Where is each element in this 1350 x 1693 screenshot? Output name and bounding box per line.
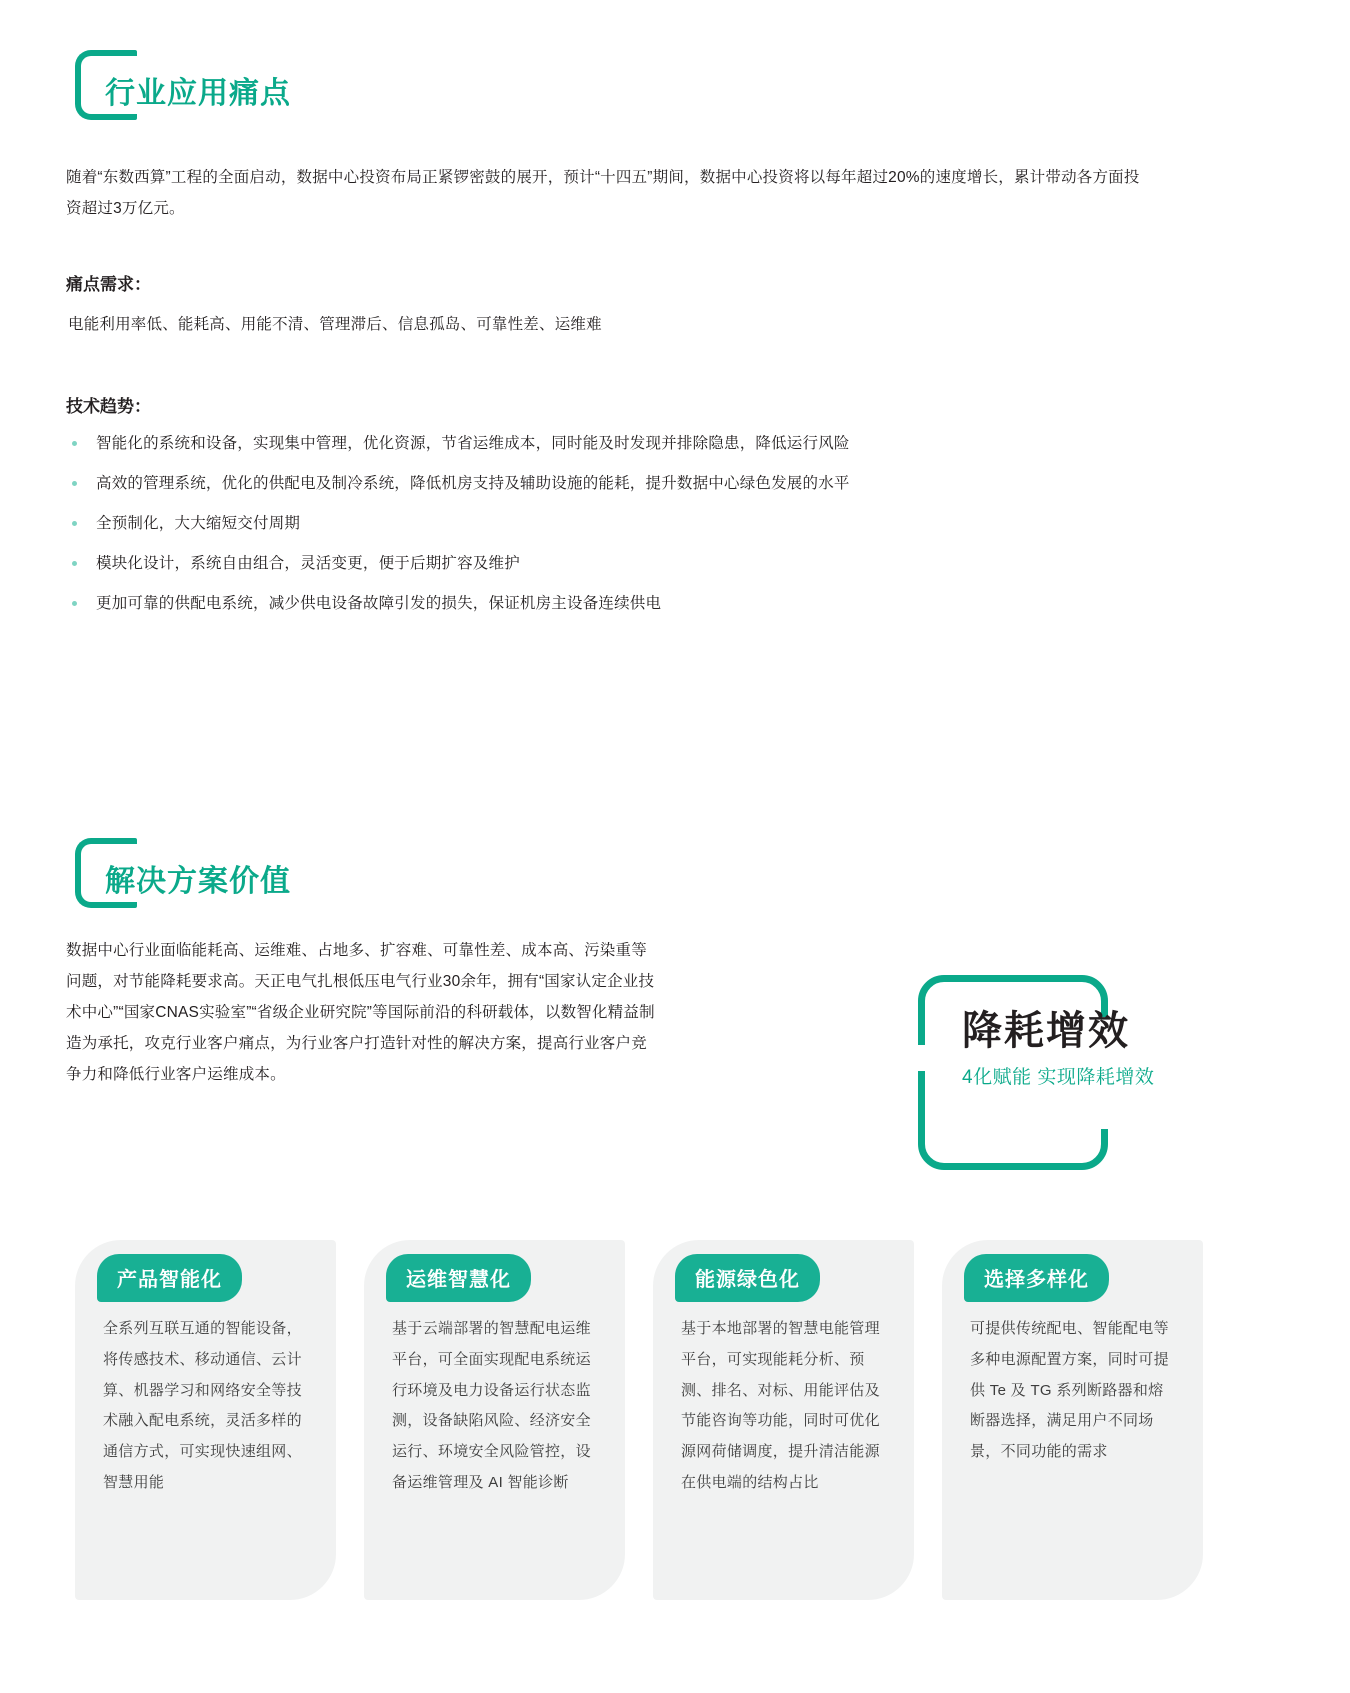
value-card <box>75 1240 336 1600</box>
highlight-block <box>962 1008 1350 1089</box>
section-heading-pain-points <box>75 50 291 120</box>
card-body-text: 全系列互联互通的智能设备，将传感技术、移动通信、云计算、机器学习和网络安全等技术融入配电系统，灵活多样的通信方式，可实现快速组网、智慧用能 <box>103 1320 302 1491</box>
tech-trend-label: 技术趋势： <box>66 397 151 416</box>
solution-value-intro: 数据中心行业面临能耗高、运维难、占地多、扩容难、可靠性差、成本高、污染重等问题，对节能降耗要求高。天正电气扎根低压电气行业30余年，拥有“国家认定企业技术中心”“国家CNAS实验室”“省级企业研究院”等国际前沿的科研载体，以数智化精益制造为承托，攻克行业客户痛点，为行业客户打造针对性的解决方案，提高行业客户竞争力和降低行业客户运维成本。 <box>66 942 655 1083</box>
list-item: 全预制化，大大缩短交付周期 <box>66 512 1166 536</box>
tech-trend-list <box>66 432 1166 632</box>
list-item: 高效的管理系统，优化的供配电及制冷系统，降低机房支持及辅助设施的能耗，提升数据中心绿色发展的水平 <box>66 472 1166 496</box>
status-badge: 运维智慧化 <box>386 1254 531 1302</box>
list-item: 更加可靠的供配电系统，减少供电设备故障引发的损失，保证机房主设备连续供电 <box>66 592 1166 616</box>
section-heading-solution-value <box>75 838 291 908</box>
status-badge: 能源绿色化 <box>675 1254 820 1302</box>
value-card <box>942 1240 1203 1600</box>
pain-demand-label: 痛点需求： <box>66 275 151 294</box>
value-card <box>653 1240 914 1600</box>
highlight-subtitle: 4化赋能 实现降耗增效 <box>962 1067 1155 1088</box>
list-item: 智能化的系统和设备，实现集中管理，优化资源，节省运维成本，同时能及时发现并排除隐患，降低运行风险 <box>66 432 1166 456</box>
value-card-list <box>75 1240 1275 1600</box>
card-body-text: 基于本地部署的智慧电能管理平台，可实现能耗分析、预测、排名、对标、用能评估及节能咨询等功能，同时可优化源网荷储调度，提升清洁能源在供电端的结构占比 <box>681 1320 880 1491</box>
pain-demand-text: 电能利用率低、能耗高、用能不清、管理滞后、信息孤岛、可靠性差、运维难 <box>68 316 602 333</box>
section-title-solution-value: 解决方案价值 <box>105 865 291 898</box>
card-body-text: 可提供传统配电、智能配电等多种电源配置方案，同时可提供 Te 及 TG 系列断路器和熔断器选择，满足用户不同场景，不同功能的需求 <box>970 1320 1169 1460</box>
list-item: 模块化设计，系统自由组合，灵活变更，便于后期扩容及维护 <box>66 552 1166 576</box>
status-badge: 选择多样化 <box>964 1254 1109 1302</box>
pain-points-intro: 随着“东数西算”工程的全面启动，数据中心投资布局正紧锣密鼓的展开，预计“十四五”期间，数据中心投资将以每年超过20%的速度增长，累计带动各方面投资超过3万亿元。 <box>66 169 1140 217</box>
status-badge: 产品智能化 <box>97 1254 242 1302</box>
card-body-text: 基于云端部署的智慧配电运维平台，可全面实现配电系统运行环境及电力设备运行状态监测，设备缺陷风险、经济安全运行、环境安全风险管控，设备运维管理及 AI 智能诊断 <box>392 1320 591 1491</box>
value-card <box>364 1240 625 1600</box>
highlight-title: 降耗增效 <box>962 1009 1130 1053</box>
page-title: 行业应用痛点 <box>105 77 291 110</box>
